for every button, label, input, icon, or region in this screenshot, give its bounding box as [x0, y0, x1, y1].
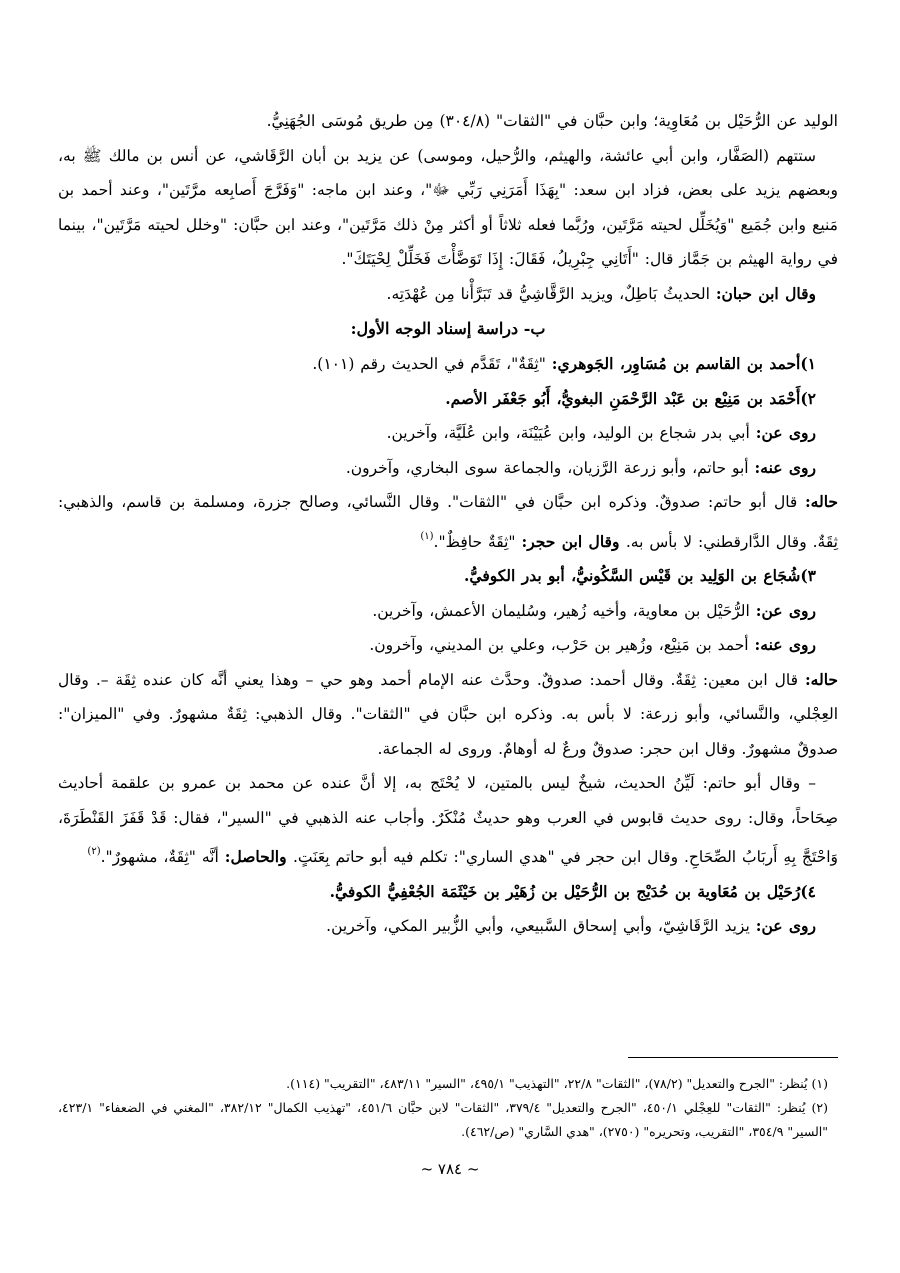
status-paragraph [58, 663, 838, 767]
label: روى عنه: [754, 457, 816, 477]
text: قال ابن معين: ثِقَةٌ. وقال أحمد: صدوقٌ. وحدَّث عنه الإمام أحمد وهو حي – وهذا يعني أنَّه كان عنده ثِقَة –. وقال العِجْلي، والنَّسائي، وأبو زرعة: لا بأس به. وذكره ابن حبَّان في "الثقات". وقال الذهبي: ثِقَةٌ مشهورٌ. وفي "الميزان": صدوقٌ مشهورٌ. وقال ابن حجر: صدوقٌ ورعٌ له أوهامٌ. وروى له الجماعة. [58, 670, 838, 758]
label: وقال ابن حبان: [715, 283, 816, 303]
label: روى عن: [755, 916, 816, 935]
narrator-text: "ثِقَةٌ"، تَقَدَّم في الحديث رقم (١٠١). [312, 355, 552, 373]
footnote-ref[interactable]: (١) [420, 530, 434, 542]
text: "ثِقَةٌ حافِظٌ". [433, 532, 522, 551]
footnote-ref[interactable]: (٢) [87, 846, 101, 857]
text: أبي بدر شجاع بن الوليد، وابن عُيَيْنَة، وابن عُلَيَّة، وآخرين. [386, 424, 756, 442]
narrator-4-title: ٤)رُحَيْل بن مُعَاوية بن حُدَيْج بن الرُّحَيْل بن زُهَيْر بن خَيْثَمَة الجُعْفِيُّ الكوفيُّ. [329, 881, 816, 901]
text: الرُّحَيْل بن معاوية، وأخيه زُهير، وسُليمان الأعمش، وآخرين. [372, 601, 756, 620]
label: وقال ابن حجر: [521, 531, 626, 551]
narrator-2-title: ٢)أَحْمَد بن مَنِيْع بن عَبْد الرَّحْمَنِ البغويُّ، أَبُو جَعْفَر الأصم. [445, 388, 816, 408]
label: حاله: [804, 492, 838, 511]
text: – وقال أبو حاتم: لَيِّنُ الحديث، شيخٌ ليس بالمتين، لا يُحْتَج به، إلا أنَّ عنده عن محمد بن عمرو بن علقمة أحاديث صِحَاحاً، وقال: روى حديث قابوس في العرب وهو حديثٌ مُنْكَرٌ. وأجاب عنه الذهبي في "السير"، فقال: قَدْ قَفَزَ القَنْطَرَةَ، وَاحْتَجَّ بِهِ أَربَابُ الصِّحَاحِ. وقال ابن حجر في "هدي الساري": تكلم فيه أبو حاتم بِعَنَتٍ. [58, 774, 838, 866]
narrated-by [58, 628, 838, 663]
footnote-1: (١) يُنظر: "الجرح والتعديل" (٧٨/٢)، "الثقات" ٢٢/٨، "التهذيب" ٤٩٥/١، "السير" ٤٨٣/١١، "التقريب" (١١٤). [286, 1076, 828, 1091]
narrated-from [58, 594, 838, 629]
narrated-from [58, 416, 838, 451]
narrator-1 [58, 347, 838, 382]
paragraph-narrators: ستتهم (الصَفَّار، وابن أبي عائشة، والهيثم، والرُّحيل، وموسى) عن يزيد بن أبان الرَّقَاشي، عن أنس بن مالك ﷺ به، وبعضهم يزيد على بعض، فزاد ابن سعد: "بِهَذَا أَمَرَنِي رَبِّي ﷻ"، وعند ابن ماجه: "وَفَرَّجَ أَصابِعه مرَّتَين"، وعند أحمد بن مَنيع وابن جُمَيع "وَيُخَلِّل لحيته مَرَّتَين، ورُبَّما فعله ثلاثاً أو أكثر مِنْ ذلك مَرَّتَين"، وعند ابن حبَّان: "وخلل لحيته مَرَّتَين"، بينما في رواية الهيثم بن جَمَّاز قال: "أَتَانِي جِبْرِيلُ، فَقَالَ: إِذَا تَوَضَّأْتَ فَخَلِّلْ لِحْيَتَكَ". [58, 146, 838, 268]
status-paragraph [58, 485, 838, 559]
text: الحديثُ بَاطِلٌ، ويزيد الرَّقَّاشِيُّ قد تَبَرَّأْنا مِن عُهْدَتِه. [386, 284, 716, 303]
page-number: ~ ٧٨٤ ~ [420, 1160, 480, 1178]
criticism-paragraph [58, 766, 838, 875]
text: قال أبو حاتم: صدوقٌ. وذكره ابن حبَّان في "الثقات". وقال النَّسائي، وصالح جزرة، ومسلمة بن قاسم، والذهبي: ثِقَةٌ. وقال الدَّارقطني: لا بأس به. [58, 493, 838, 551]
section-heading: ب- دراسة إسناد الوجه الأول: [350, 319, 546, 338]
narrated-by [58, 451, 838, 486]
narrator-title: ١)أحمد بن القاسم بن مُسَاوِر، الجَوهري: [551, 354, 816, 373]
text: أبو حاتم، وأبو زرعة الرَّزيان، والجماعة سوى البخاري، وآخرون. [345, 458, 755, 477]
label: والحاصل: [224, 847, 293, 866]
paragraph-citation: الوليد عن الرُّحَيْل بن مُعَاوِية؛ وابن حبَّان في "الثقات" (٣٠٤/٨) مِن طريق مُوسَى الجُهَنِيُّ. [266, 112, 838, 130]
footnotes [58, 1072, 838, 1144]
label: حاله: [804, 669, 838, 689]
label: روى عن: [755, 423, 816, 442]
paragraph-ibn-hibban [58, 277, 838, 312]
label: روى عنه: [754, 635, 816, 654]
narrator-3-title: ٣)شُجَاع بن الوَلِيد بن قَيْس السَّكُونيُّ، أبو بدر الكوفيُّ. [464, 566, 816, 585]
narrated-from [58, 909, 838, 944]
text: أنَّه "ثِقَةٌ، مشهورٌ". [100, 848, 225, 866]
text: يزيد الرَّقَاشِيّ، وأبي إسحاق السَّبيعي، وأبي الزُّبير المكي، وآخرين. [326, 917, 756, 935]
footnote-2: (٢) يُنظر: "الثقات" للعِجْلي ٤٥٠/١، "الجرح والتعديل" ٣٧٩/٤، "الثقات" لابن حبَّان ٤٥١/٦، "تهذيب الكمال" ٣٨٢/١٢، "المغني في الضعفاء" ٤٢٣/١، "السير" ٣٥٤/٩، "التقريب، وتحريره" (٢٧٥٠)، "هدي السَّاري" (ص/٤٦٢). [58, 1100, 828, 1139]
main-text [58, 104, 838, 944]
label: روى عن: [755, 600, 816, 620]
text: أحمد بن مَنِيْع، وزُهير بن حَرْب، وعلي بن المديني، وآخرون. [369, 636, 755, 654]
footnote-divider [628, 1057, 838, 1058]
